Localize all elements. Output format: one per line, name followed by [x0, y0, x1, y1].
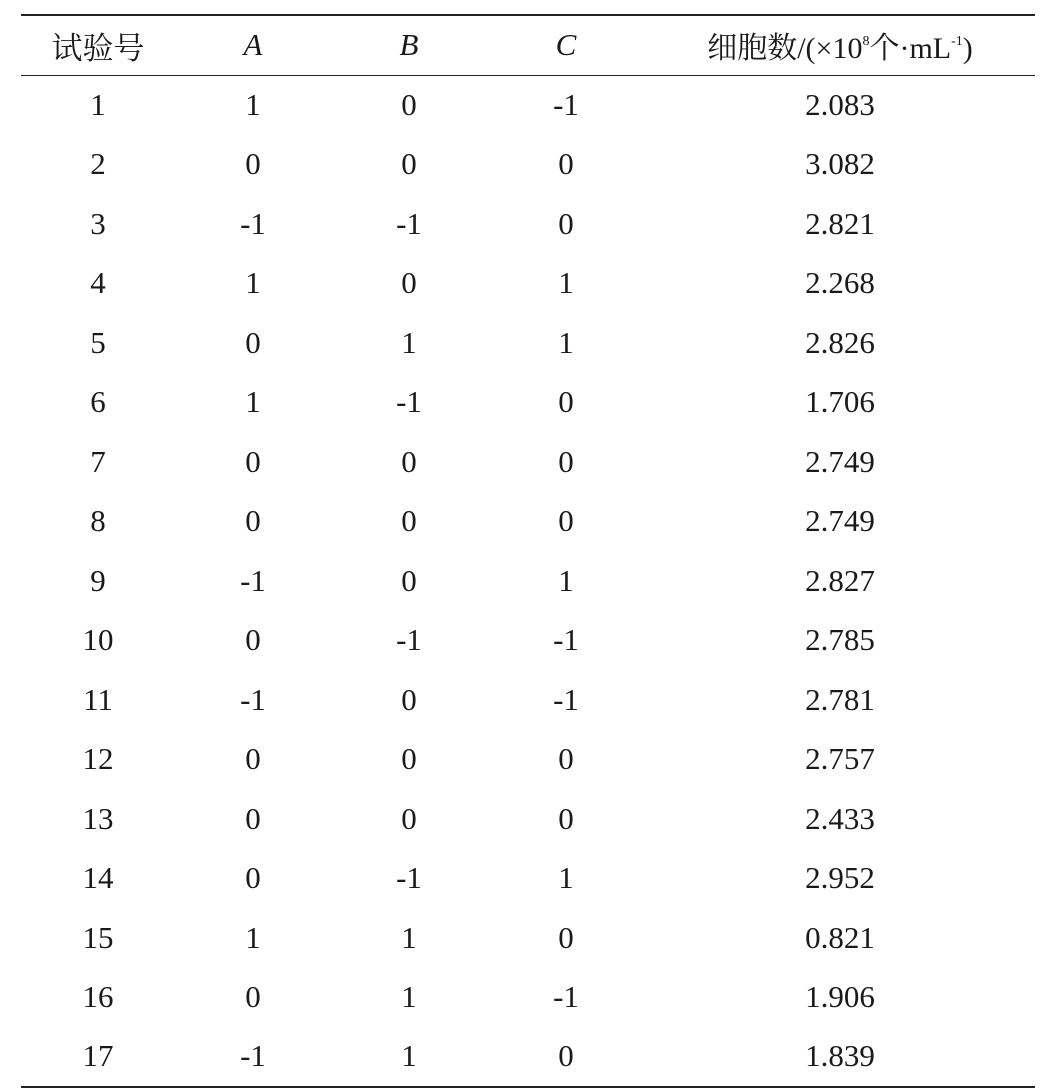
factor-b-cell: 0 [401, 146, 417, 182]
table-row [21, 373, 1035, 433]
factor-c-cell: 0 [558, 919, 574, 955]
cell-count-cell: 1.706 [805, 384, 875, 420]
factor-a-cell: 1 [245, 384, 261, 420]
factor-c-cell: 1 [558, 860, 574, 896]
trial-number-cell: 6 [90, 384, 106, 420]
table-row [21, 670, 1035, 730]
factor-b-cell: 0 [401, 265, 417, 301]
factor-b-cell: 1 [401, 919, 417, 955]
header-trial-number: 试验号 [21, 15, 175, 75]
factor-a-cell: 0 [245, 443, 261, 479]
factor-a-cell: 0 [245, 979, 261, 1015]
trial-number-cell: 14 [82, 860, 114, 896]
factor-b-cell: 0 [401, 681, 417, 717]
factor-b-cell: 0 [401, 443, 417, 479]
factor-b-cell: 0 [401, 562, 417, 598]
trial-number-cell: 16 [82, 979, 114, 1015]
table-body [21, 75, 1035, 1087]
trial-number-cell: 15 [82, 919, 114, 955]
header-row [21, 15, 1035, 75]
header-factor-c: C [487, 15, 645, 75]
header-cell-count-prefix: 细胞数/(×10 [707, 32, 863, 66]
table-row [21, 492, 1035, 552]
factor-a-cell: 1 [245, 87, 261, 122]
trial-number-cell: 4 [90, 265, 106, 301]
factor-c-cell: -1 [553, 87, 579, 122]
header-factor-a: A [175, 15, 331, 75]
cell-count-cell: 2.827 [805, 562, 875, 598]
factor-b-cell: 0 [401, 87, 417, 122]
header-factor-b: B [331, 15, 487, 75]
header-cell-count-unit-exponent: -1 [951, 34, 963, 50]
cell-count-cell: 1.839 [645, 1027, 1035, 1087]
factor-a-cell: 0 [245, 503, 261, 539]
trial-number-cell: 2 [90, 146, 106, 182]
factor-a-cell: -1 [240, 681, 266, 717]
table-row [21, 849, 1035, 909]
factor-c-cell: -1 [553, 681, 579, 717]
table-row [21, 313, 1035, 373]
table-row [21, 1027, 1035, 1087]
header-cell-count-suffix: ) [962, 32, 973, 66]
factor-a-cell: -1 [240, 205, 266, 241]
table-row [21, 75, 1035, 135]
trial-number-cell: 13 [82, 800, 114, 836]
trial-number-cell: 11 [83, 681, 113, 717]
factor-b-cell: 0 [401, 800, 417, 836]
factor-c-cell: 0 [558, 741, 574, 777]
factor-c-cell: 0 [558, 503, 574, 539]
trial-number-cell: 5 [90, 324, 106, 360]
header-cell-count [645, 15, 1035, 75]
factor-a-cell: 1 [245, 919, 261, 955]
table-row [21, 968, 1035, 1028]
factor-a-cell: -1 [240, 562, 266, 598]
factor-c-cell: 0 [558, 384, 574, 420]
factor-c-cell: 0 [558, 146, 574, 182]
cell-count-cell: 2.268 [805, 265, 875, 301]
cell-count-cell: 3.082 [805, 146, 875, 182]
cell-count-cell: 0.821 [805, 919, 875, 955]
table-row [21, 908, 1035, 968]
cell-count-cell: 2.749 [805, 443, 875, 479]
factor-c-cell: 1 [558, 265, 574, 301]
table-row [21, 432, 1035, 492]
table-header [21, 15, 1035, 75]
cell-count-cell: 2.757 [805, 741, 875, 777]
factor-b-cell: 0 [401, 741, 417, 777]
factor-b-cell: -1 [396, 384, 422, 420]
cell-count-cell: 2.433 [805, 800, 875, 836]
header-cell-count-unit: 个·mL [869, 32, 952, 66]
trial-number-cell: 1 [90, 87, 106, 122]
factor-c-cell: 1 [558, 324, 574, 360]
design-table-container [21, 14, 1035, 1088]
factor-b-cell: -1 [396, 622, 422, 658]
table-row [21, 611, 1035, 671]
factor-b-cell: -1 [396, 860, 422, 896]
trial-number-cell: 9 [90, 562, 106, 598]
table-row [21, 551, 1035, 611]
factor-b-cell: 1 [401, 979, 417, 1015]
trial-number-cell: 7 [90, 443, 106, 479]
cell-count-cell: 2.952 [805, 860, 875, 896]
factor-b-cell: 1 [401, 324, 417, 360]
factor-a-cell: 0 [245, 324, 261, 360]
cell-count-cell: 2.826 [805, 324, 875, 360]
table-row [21, 135, 1035, 195]
factor-c-cell: 0 [558, 800, 574, 836]
design-results-table [21, 14, 1035, 1088]
factor-a-cell: 0 [245, 800, 261, 836]
cell-count-cell: 2.749 [805, 503, 875, 539]
factor-a-cell: 1 [245, 265, 261, 301]
cell-count-cell: 2.781 [805, 681, 875, 717]
factor-a-cell: 0 [245, 622, 261, 658]
factor-c-cell: 0 [558, 205, 574, 241]
factor-a-cell: -1 [175, 1027, 331, 1087]
table-row [21, 789, 1035, 849]
factor-c-cell: 1 [558, 562, 574, 598]
trial-number-cell: 3 [90, 205, 106, 241]
cell-count-cell: 2.785 [805, 622, 875, 658]
cell-count-cell: 2.821 [805, 205, 875, 241]
factor-a-cell: 0 [245, 741, 261, 777]
trial-number-cell: 8 [90, 503, 106, 539]
factor-b-cell: -1 [396, 205, 422, 241]
table-row [21, 254, 1035, 314]
factor-c-cell: 0 [558, 443, 574, 479]
cell-count-cell: 2.083 [805, 87, 875, 122]
factor-b-cell: 1 [331, 1027, 487, 1087]
trial-number-cell: 12 [82, 741, 114, 777]
factor-b-cell: 0 [401, 503, 417, 539]
header-cell-count-exponent: 8 [862, 34, 870, 50]
factor-c-cell: -1 [553, 979, 579, 1015]
factor-a-cell: 0 [245, 146, 261, 182]
table-row [21, 730, 1035, 790]
trial-number-cell: 10 [82, 622, 114, 658]
factor-a-cell: 0 [245, 860, 261, 896]
table-row [21, 194, 1035, 254]
trial-number-cell: 17 [21, 1027, 175, 1087]
factor-c-cell: -1 [553, 622, 579, 658]
factor-c-cell: 0 [487, 1027, 645, 1087]
cell-count-cell: 1.906 [805, 979, 875, 1015]
